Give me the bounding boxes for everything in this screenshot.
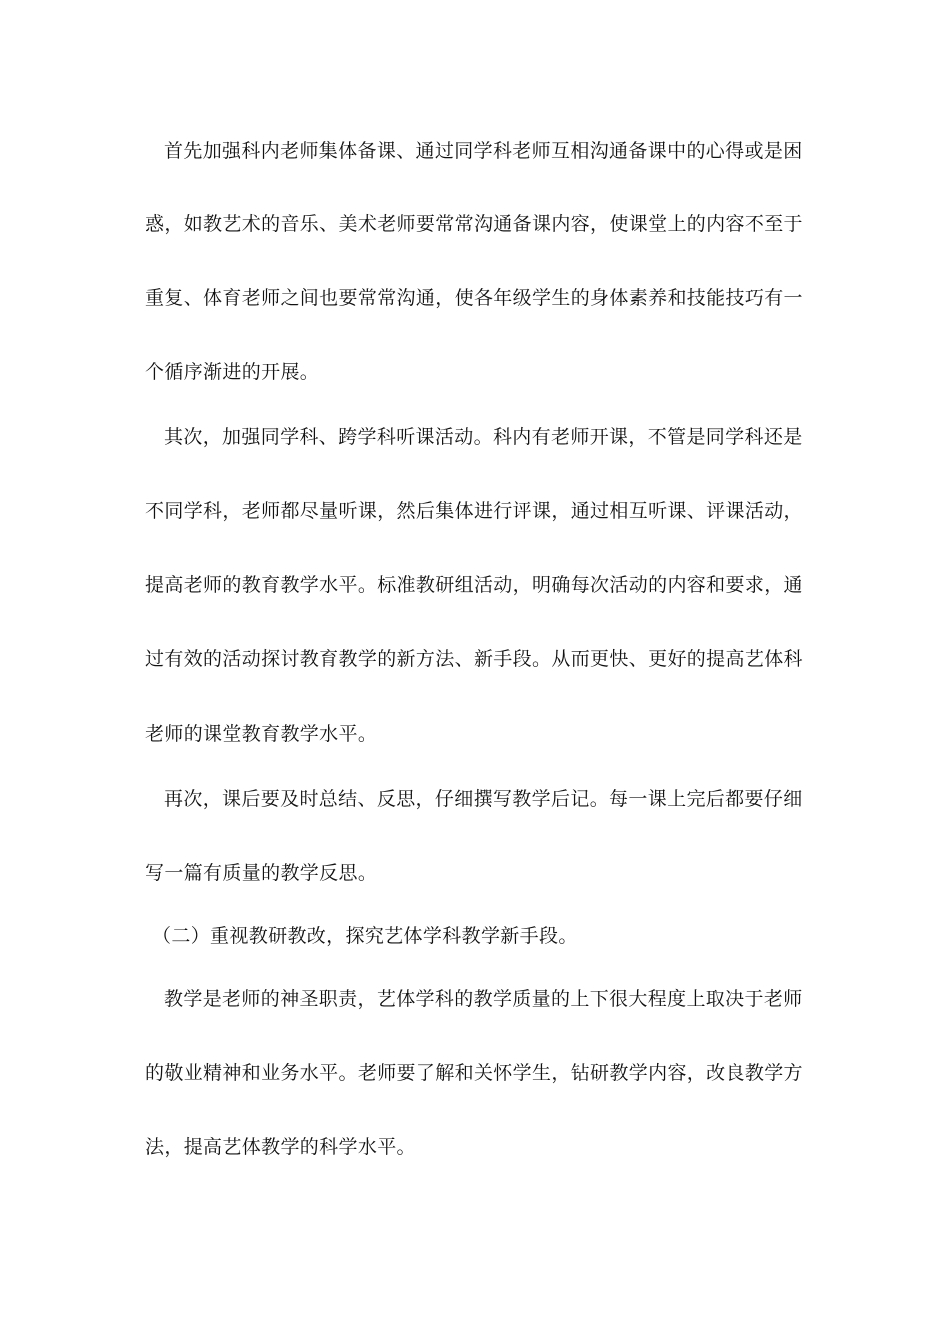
paragraph-4-line-2: 的敬业精神和业务水平。老师要了解和关怀学生，钻研教学内容，改良教学方 [145, 1062, 803, 1084]
paragraph-2-line-3: 提高老师的教育教学水平。标准教研组活动，明确每次活动的内容和要求，通 [145, 574, 803, 596]
paragraph-2-line-5: 老师的课堂教育教学水平。 [145, 723, 378, 745]
paragraph-3-line-1: 再次，课后要及时总结、反思，仔细撰写教学后记。每一课上完后都要仔细 [164, 788, 803, 810]
paragraph-2-line-2: 不同学科，老师都尽量听课，然后集体进行评课，通过相互听课、评课活动， [145, 500, 803, 522]
paragraph-1-line-3: 重复、体育老师之间也要常常沟通，使各年级学生的身体素养和技能技巧有一 [145, 287, 803, 309]
paragraph-2-line-4: 过有效的活动探讨教育教学的新方法、新手段。从而更快、更好的提高艺体科 [145, 648, 803, 670]
paragraph-4-line-1: 教学是老师的神圣职责，艺体学科的教学质量的上下很大程度上取决于老师 [164, 988, 803, 1010]
section-heading: （二）重视教研教改，探究艺体学科教学新手段。 [152, 925, 578, 947]
paragraph-4-line-3: 法，提高艺体教学的科学水平。 [145, 1136, 416, 1158]
paragraph-2-line-1: 其次，加强同学科、跨学科听课活动。科内有老师开课，不管是同学科还是 [164, 426, 803, 448]
paragraph-1-line-1: 首先加强科内老师集体备课、通过同学科老师互相沟通备课中的心得或是困 [164, 140, 803, 162]
paragraph-1-line-4: 个循序渐进的开展。 [145, 361, 320, 383]
paragraph-1-line-2: 惑，如教艺术的音乐、美术老师要常常沟通备课内容，使课堂上的内容不至于 [145, 213, 803, 235]
paragraph-3-line-2: 写一篇有质量的教学反思。 [145, 862, 378, 884]
